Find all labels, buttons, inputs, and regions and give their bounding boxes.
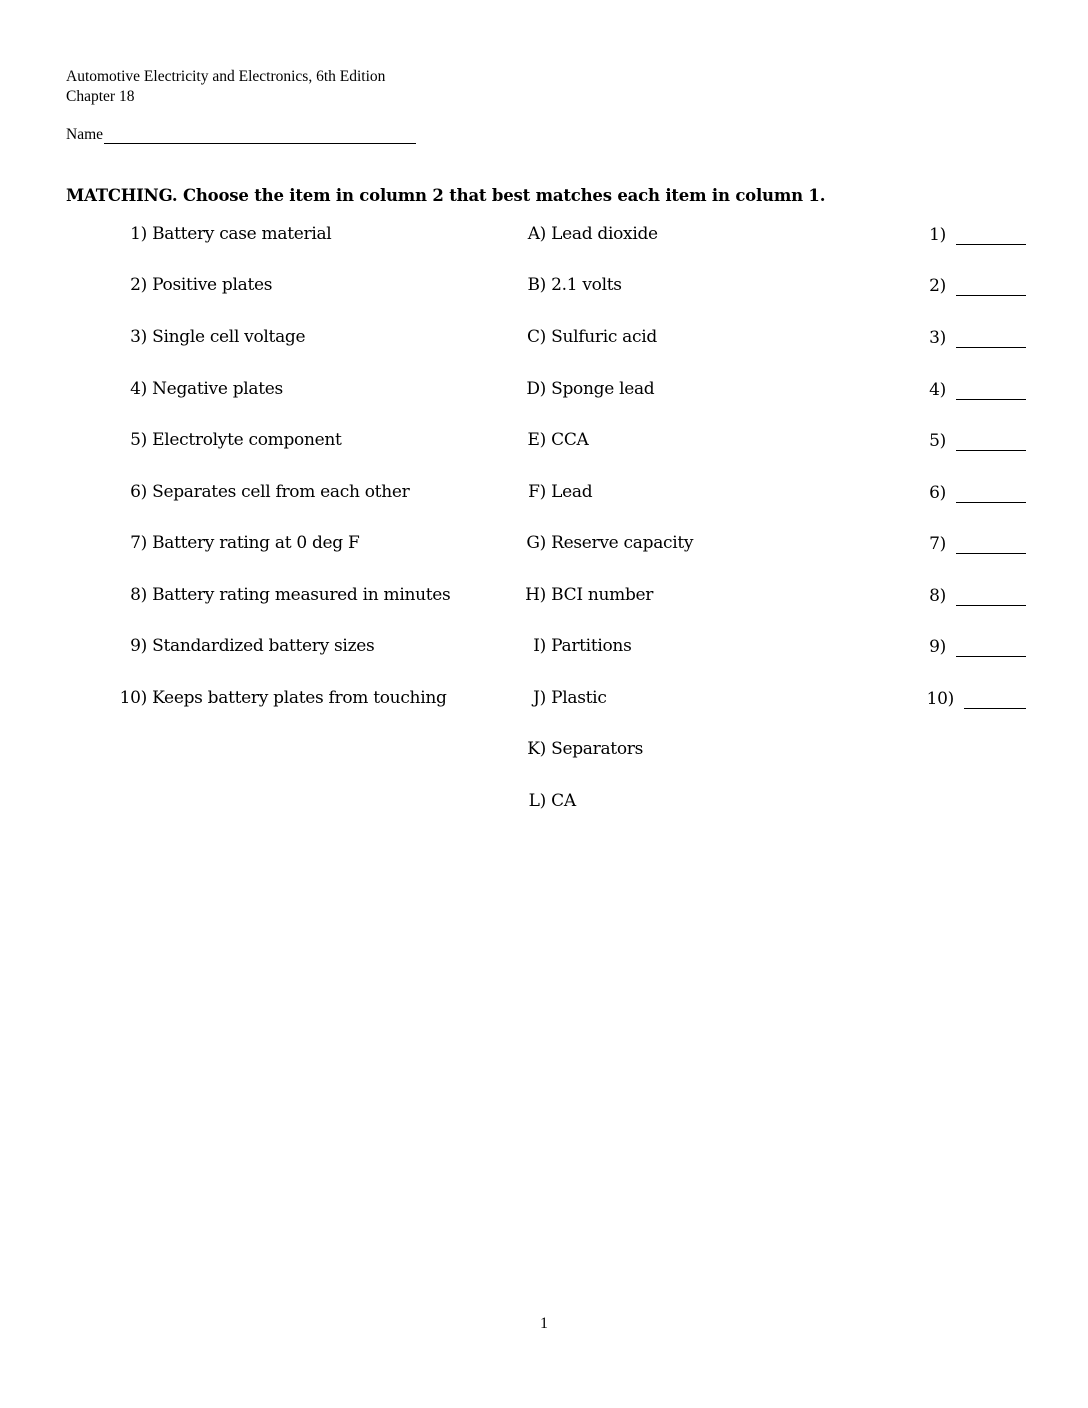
answer-slot	[918, 585, 1028, 606]
answer-option	[504, 585, 724, 605]
answer-text: Reserve capacity	[551, 533, 694, 553]
slot-number: 9)	[929, 637, 946, 657]
answer-text: Sulfuric acid	[551, 327, 657, 347]
answer-letter: H)	[525, 585, 546, 605]
matching-row	[0, 791, 1088, 815]
answer-text: BCI number	[551, 585, 654, 605]
question-text: Single cell voltage	[152, 327, 306, 347]
answer-slot	[918, 275, 1028, 296]
answer-option	[504, 636, 724, 656]
matching-row	[0, 688, 1088, 712]
answer-option	[504, 379, 724, 399]
question-text: Separates cell from each other	[152, 482, 410, 502]
answer-slot	[918, 688, 1028, 709]
answer-text: Sponge lead	[551, 379, 655, 399]
answer-letter: I)	[533, 636, 546, 656]
page-number: 1	[540, 1315, 548, 1332]
question-text: Negative plates	[152, 379, 283, 399]
question-number: 6)	[130, 482, 147, 502]
question-number: 5)	[130, 430, 147, 450]
answer-slot	[918, 379, 1028, 400]
matching-row	[0, 224, 1088, 248]
answer-letter: A)	[527, 224, 546, 244]
answer-blank[interactable]	[956, 430, 1026, 451]
answer-text: CCA	[551, 430, 589, 450]
question-number: 8)	[130, 585, 147, 605]
answer-text: 2.1 volts	[551, 275, 622, 295]
answer-option	[504, 430, 724, 450]
slot-number: 4)	[929, 380, 946, 400]
question-item	[112, 327, 432, 347]
answer-text: Partitions	[551, 636, 632, 656]
answer-text: Plastic	[551, 688, 607, 708]
question-item	[112, 636, 432, 656]
answer-text: Lead	[551, 482, 593, 502]
slot-number: 2)	[929, 276, 946, 296]
answer-blank[interactable]	[956, 224, 1026, 245]
answer-option	[504, 327, 724, 347]
question-number: 3)	[130, 327, 147, 347]
answer-option	[504, 739, 724, 759]
name-blank-line[interactable]	[104, 126, 416, 144]
question-text: Keeps battery plates from touching	[152, 688, 447, 708]
question-item	[112, 688, 447, 708]
answer-text: CA	[551, 791, 576, 811]
answer-option	[504, 482, 724, 502]
answer-slot	[918, 533, 1028, 554]
answer-letter: C)	[526, 327, 546, 347]
matching-row	[0, 327, 1088, 351]
answer-slot	[918, 430, 1028, 451]
answer-letter: L)	[528, 791, 546, 811]
answer-blank[interactable]	[956, 636, 1026, 657]
answer-letter: K)	[527, 739, 546, 759]
question-text: Battery rating at 0 deg F	[152, 533, 360, 553]
answer-letter: D)	[526, 379, 546, 399]
slot-number: 8)	[929, 586, 946, 606]
answer-letter: J)	[533, 688, 546, 708]
answer-text: Separators	[551, 739, 644, 759]
slot-number: 3)	[929, 328, 946, 348]
question-number: 2)	[130, 275, 147, 295]
question-text: Electrolyte component	[152, 430, 342, 450]
question-item	[112, 275, 432, 295]
matching-row	[0, 739, 1088, 763]
chapter-label: Chapter 18	[66, 88, 135, 105]
answer-blank[interactable]	[964, 688, 1026, 709]
answer-letter: G)	[526, 533, 546, 553]
answer-slot	[918, 224, 1028, 245]
answer-blank[interactable]	[956, 275, 1026, 296]
answer-option	[504, 688, 724, 708]
answer-option	[504, 533, 724, 553]
answer-slot	[918, 636, 1028, 657]
question-text: Battery case material	[152, 224, 332, 244]
answer-blank[interactable]	[956, 482, 1026, 503]
answer-slot	[918, 482, 1028, 503]
question-item	[112, 224, 432, 244]
answer-option	[504, 275, 724, 295]
answer-blank[interactable]	[956, 379, 1026, 400]
answer-text: Lead dioxide	[551, 224, 658, 244]
question-number: 1)	[130, 224, 147, 244]
slot-number: 1)	[929, 225, 946, 245]
matching-row	[0, 636, 1088, 660]
slot-number: 6)	[929, 483, 946, 503]
question-item	[112, 585, 451, 605]
question-text: Battery rating measured in minutes	[152, 585, 451, 605]
answer-blank[interactable]	[956, 533, 1026, 554]
answer-letter: E)	[527, 430, 546, 450]
question-text: Standardized battery sizes	[152, 636, 375, 656]
name-label: Name	[66, 126, 104, 143]
answer-letter: F)	[528, 482, 546, 502]
matching-row	[0, 585, 1088, 609]
answer-letter: B)	[527, 275, 546, 295]
book-title: Automotive Electricity and Electronics, 6th Edition	[66, 68, 386, 85]
question-number: 4)	[130, 379, 147, 399]
question-number: 7)	[130, 533, 147, 553]
matching-row	[0, 533, 1088, 557]
question-item	[112, 430, 432, 450]
answer-blank[interactable]	[956, 585, 1026, 606]
slot-number: 5)	[929, 431, 946, 451]
question-item	[112, 482, 432, 502]
question-item	[112, 533, 432, 553]
slot-number: 7)	[929, 534, 946, 554]
slot-number: 10)	[926, 689, 954, 709]
name-row	[66, 125, 416, 144]
question-text: Positive plates	[152, 275, 273, 295]
matching-row	[0, 379, 1088, 403]
matching-row	[0, 430, 1088, 454]
matching-row	[0, 482, 1088, 506]
answer-option	[504, 224, 724, 244]
answer-blank[interactable]	[956, 327, 1026, 348]
question-number: 9)	[130, 636, 147, 656]
question-number: 10)	[119, 688, 147, 708]
question-item	[112, 379, 432, 399]
instructions: MATCHING. Choose the item in column 2 that best matches each item in column 1.	[66, 186, 826, 205]
answer-slot	[918, 327, 1028, 348]
matching-row	[0, 275, 1088, 299]
answer-option	[504, 791, 724, 811]
